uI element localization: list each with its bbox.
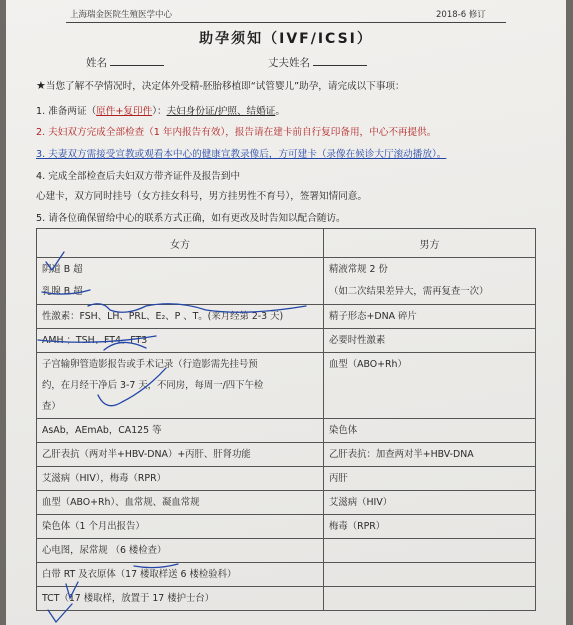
male-cell: 艾滋病（HIV） — [324, 491, 536, 515]
header-org: 上海瑞金医院生殖医学中心 — [70, 10, 173, 20]
intro-line — [36, 78, 405, 92]
male-column-header: 男方 — [324, 229, 536, 258]
table-row — [37, 563, 536, 587]
wife-name-blank — [110, 55, 164, 66]
male-cell: 丙肝 — [324, 467, 536, 491]
male-cell: 精子形态+DNA 碎片 — [324, 305, 536, 329]
item-1-red-text: 原件+复印件 — [96, 106, 153, 117]
male-cell — [324, 587, 536, 611]
wife-name-field — [86, 55, 164, 70]
intro-text: 当您了解不孕情况时，决定体外受精-胚胎移植即“试管婴儿”助孕，请完成以下事项： — [45, 81, 405, 92]
male-cell — [324, 563, 536, 587]
male-cell — [324, 539, 536, 563]
wife-name-label: 姓名 — [86, 57, 107, 69]
item-1-mid: ）： — [152, 106, 167, 117]
table-row — [37, 419, 536, 443]
female-cell: 染色体（1 个月出报告） — [37, 515, 324, 539]
table-row — [37, 515, 536, 539]
item-1 — [36, 103, 285, 117]
item-1-underlined: 夫妇身份证/护照、结婚证 — [166, 106, 276, 117]
female-cell: 血型（ABO+Rh）、血常规、凝血常规 — [37, 491, 324, 515]
table-header-row — [37, 229, 536, 258]
female-cell — [37, 353, 324, 419]
table-row — [37, 587, 536, 611]
table-row — [37, 329, 536, 353]
husband-name-field — [268, 55, 367, 70]
male-cell: 必要时性激素 — [324, 329, 536, 353]
cell-line: 约，在月经干净后 3-7 天，不同房，每周一/四下午检 — [42, 380, 264, 391]
header-divider — [66, 22, 506, 23]
page-title: 助孕须知（IVF/ICSI） — [199, 31, 373, 47]
female-cell: 艾滋病（HIV），梅毒（RPR） — [37, 467, 324, 491]
male-cell: 血型（ABO+Rh） — [324, 353, 536, 419]
table-row — [37, 443, 536, 467]
cell-line: 乳腺 B 超 — [42, 286, 83, 297]
item-4-line-2: 心建卡，双方同时挂号（女方挂女科号，男方挂男性不育号），签署知情同意。 — [36, 191, 367, 202]
table-row — [37, 539, 536, 563]
item-1-prefix: 1. 准备两证（ — [36, 106, 97, 117]
female-cell: AsAb，AEmAb，CA125 等 — [37, 419, 324, 443]
female-cell: 性激素：FSH、LH、PRL、E₂、P 、T。(来月经第 2-3 天) — [37, 305, 324, 329]
female-cell: AMH ；TSH、FT4、FT3 — [37, 329, 324, 353]
female-column-header: 女方 — [37, 229, 324, 258]
female-cell: 白带 RT 及衣原体（17 楼取样送 6 楼检验科） — [37, 563, 324, 587]
item-4-line-1: 4. 完成全部检查后夫妇双方带齐证件及报告到中 — [36, 171, 241, 182]
table-row — [37, 491, 536, 515]
star-icon: ★ — [36, 79, 46, 92]
table-row — [37, 305, 536, 329]
cell-line: 子宫输卵管造影报告或手术记录（行造影需先挂号预 — [42, 359, 258, 370]
table-row — [37, 467, 536, 491]
male-cell: 乙肝表抗：加查两对半+HBV-DNA — [324, 443, 536, 467]
husband-name-label: 丈夫姓名 — [268, 57, 310, 69]
cell-line: 阴道 B 超 — [42, 264, 83, 275]
male-cell — [324, 258, 536, 305]
cell-line: 精液常规 2 份 — [329, 264, 388, 275]
female-cell: 心电图，尿常规 （6 楼检查） — [37, 539, 324, 563]
item-2: 2. 夫妇双方完成全部检查（1 年内报告有效），报告请在建卡前自行复印备用，中心不再提供。 — [36, 127, 437, 138]
husband-name-blank — [313, 55, 367, 66]
female-cell: TCT（17 楼取样，放置于 17 楼护士台） — [37, 587, 324, 611]
table-row — [37, 353, 536, 419]
exam-table — [36, 228, 536, 611]
cell-line: （如二次结果差异大，需再复查一次） — [329, 286, 489, 297]
document-page — [6, 0, 566, 625]
cell-line: 查） — [42, 401, 61, 412]
item-1-end: 。 — [275, 106, 285, 117]
female-cell — [37, 258, 324, 305]
male-cell: 染色体 — [324, 419, 536, 443]
female-cell: 乙肝表抗（两对半+HBV-DNA）+丙肝、肝肾功能 — [37, 443, 324, 467]
male-cell: 梅毒（RPR） — [324, 515, 536, 539]
table-row — [37, 258, 536, 305]
header-revision: 2018-6 修订 — [436, 10, 486, 20]
item-5: 5. 请各位确保留给中心的联系方式正确，如有更改及时告知以配合随访。 — [36, 213, 346, 224]
item-3: 3. 夫妻双方需接受宣教或观看本中心的健康宣教录像后，方可建卡（录像在候诊大厅滚动播放）。 — [36, 149, 447, 160]
